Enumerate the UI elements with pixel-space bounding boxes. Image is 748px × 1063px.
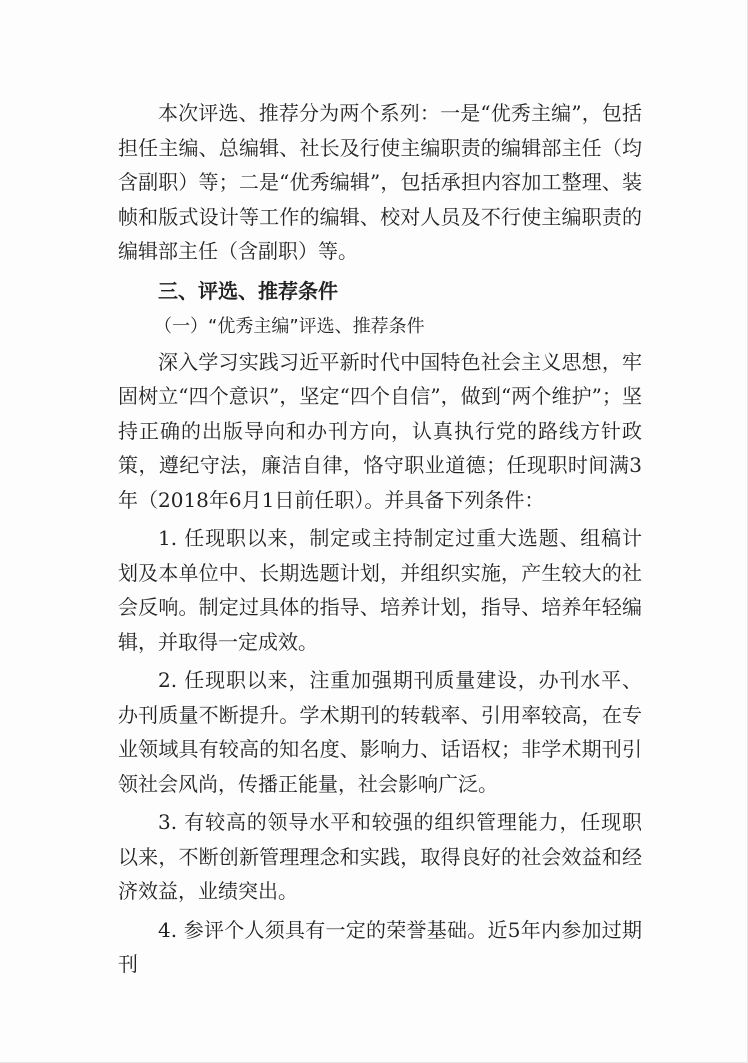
paragraph-item-2: 2. 任现职以来，注重加强期刊质量建设，办刊水平、办刊质量不断提升。学术期刊的转载率、引用率较高，在专业领域具有较高的知名度、影响力、话语权；非学术期刊引领社会风尚，传播正能量，社会影响广泛。: [118, 668, 642, 796]
paragraph-intro: 本次评选、推荐分为两个系列：一是“优秀主编”，包括担任主编、总编辑、社长及行使主编职责的编辑部主任（均含副职）等；二是“优秀编辑”，包括承担内容加工整理、装帧和版式设计等工作的编辑、校对人员及不行使主编职责的编辑部主任（含副职）等。: [118, 101, 642, 263]
section-heading: 三、评选、推荐条件: [158, 278, 338, 303]
paragraph-item-1: 1. 任现职以来，制定或主持制定过重大选题、组稿计划及本单位中、长期选题计划，并组织实施，产生较大的社会反响。制定过具体的指导、培养计划，指导、培养年轻编辑，并取得一定成效。: [118, 526, 642, 654]
subsection-heading: （一）“优秀主编”评选、推荐条件: [154, 315, 425, 337]
paragraph-item-3: 3. 有较高的领导水平和较强的组织管理能力，任现职以来，不断创新管理理念和实践，取得良好的社会效益和经济效益，业绩突出。: [118, 810, 642, 903]
paragraph-general-requirements: 深入学习实践习近平新时代中国特色社会主义思想，牢固树立“四个意识”，坚定“四个自信”，做到“两个维护”；坚持正确的出版导向和办刊方向，认真执行党的路线方针政策，遵纪守法，廉洁自律，恪守职业道德；任现职时间满3年（2018年6月1日前任职）。并具备下列条件：: [118, 349, 642, 512]
document-body: [118, 96, 642, 982]
paragraph-item-4: 4. 参评个人须具有一定的荣誉基础。近5年内参加过期刊: [118, 917, 642, 976]
